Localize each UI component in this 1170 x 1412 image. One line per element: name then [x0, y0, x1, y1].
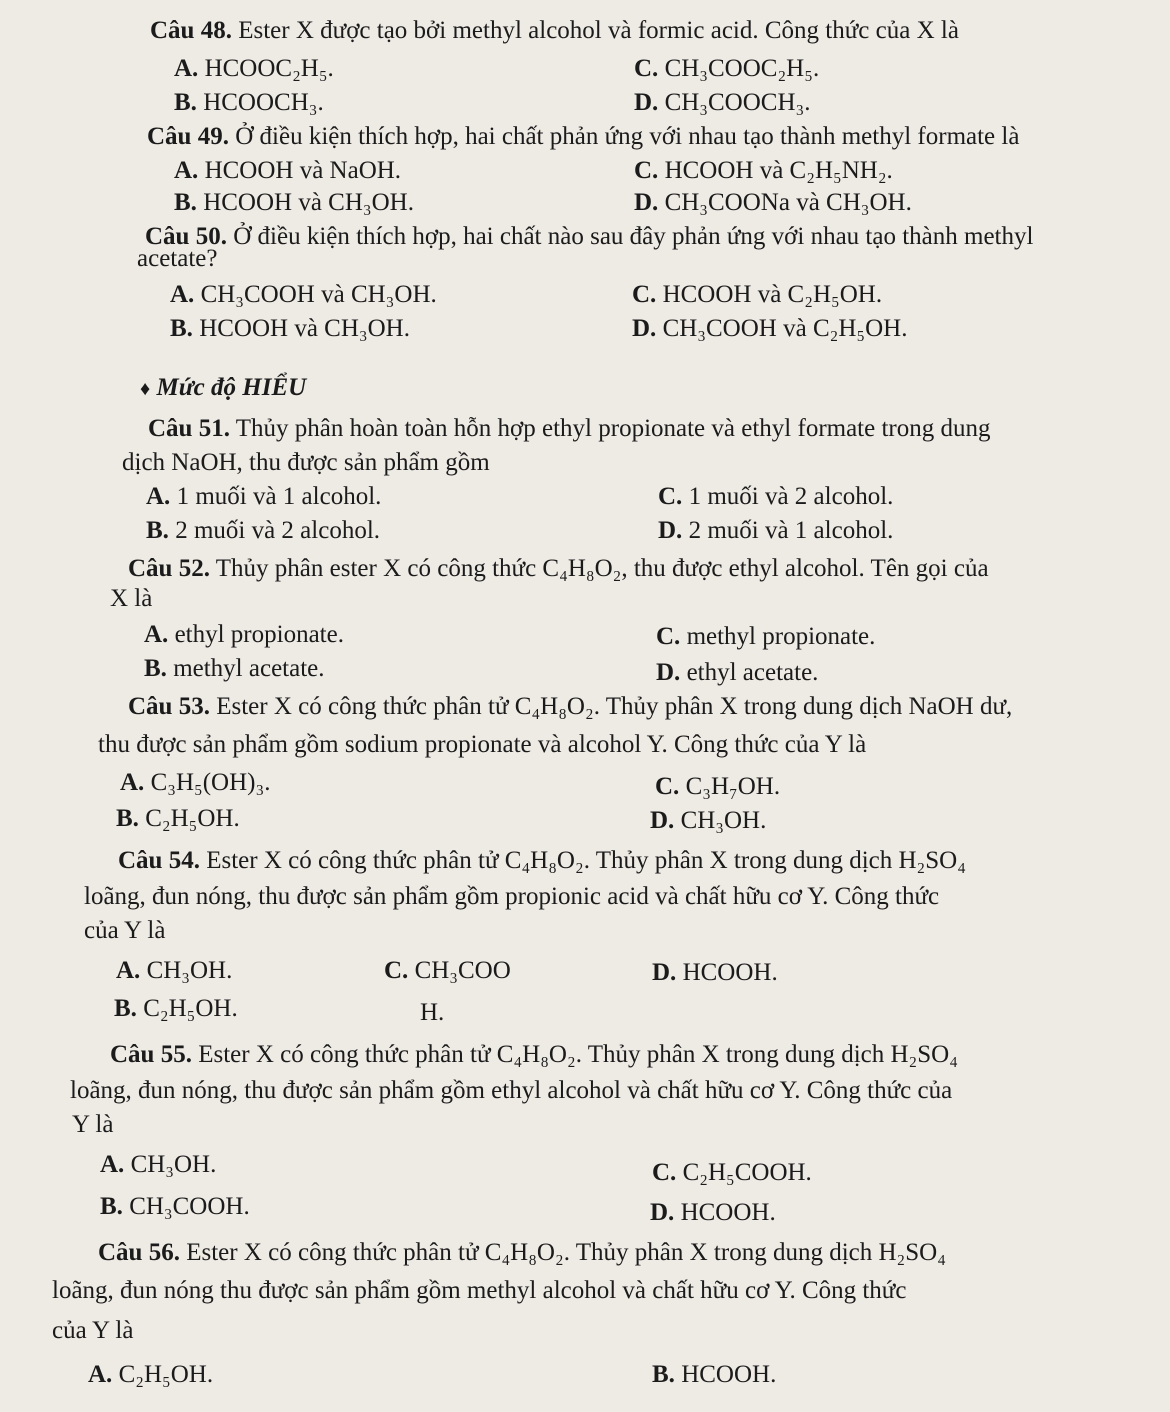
question-number: Câu 54. [118, 847, 200, 874]
option-b [114, 994, 238, 1024]
option-text: C₃H₇OH. [685, 773, 781, 800]
option-a [88, 1360, 213, 1390]
option-text: CH₃COOH và C₂H₅OH. [662, 315, 908, 342]
option-label: A. [100, 1151, 125, 1178]
question-text: Ester X có công thức phân tử C₄H₈O₂. Thủy phân X trong dung dịch H₂SO₄ [198, 1041, 958, 1068]
option-label: B. [146, 517, 169, 544]
option-text: 1 muối và 1 alcohol. [176, 483, 382, 510]
option-text: CH₃COOH và CH₃OH. [200, 281, 437, 308]
question-number: Câu 48. [150, 17, 232, 44]
question-text: Ở điều kiện thích hợp, hai chất phản ứng với nhau tạo thành methyl formate là [235, 123, 1020, 150]
question-text: Ester X có công thức phân tử C₄H₈O₂. Thủy phân X trong dung dịch NaOH dư, [216, 693, 1013, 720]
question-text: Ở điều kiện thích hợp, hai chất nào sau đây phản ứng với nhau tạo thành methyl [233, 223, 1034, 250]
option-text: methyl propionate. [686, 623, 876, 650]
option-b [146, 516, 380, 546]
option-text: CH₃COOCH₃. [664, 89, 811, 116]
option-c-continuation: H. [420, 999, 445, 1026]
question-51-stem-cont: dịch NaOH, thu được sản phẩm gồm [122, 449, 490, 476]
option-a [100, 1150, 216, 1180]
option-text: CH₃COOH. [129, 1193, 250, 1220]
option-label: D. [652, 959, 677, 986]
option-text: HCOOH và CH₃OH. [199, 315, 410, 342]
option-text: C₃H₅(OH)₃. [150, 769, 271, 796]
option-c [634, 156, 893, 186]
question-50-stem-cont: acetate? [137, 245, 218, 272]
option-label: B. [174, 189, 197, 216]
option-label: A. [120, 769, 145, 796]
option-text: HCOOH và C₂H₅OH. [662, 281, 883, 308]
option-label: C. [634, 55, 659, 82]
option-d [656, 658, 818, 688]
option-label: D. [634, 189, 659, 216]
question-55-stem-cont: loãng, đun nóng, thu được sản phẩm gồm ethyl alcohol và chất hữu cơ Y. Công thức của [70, 1077, 953, 1104]
option-d [632, 314, 907, 344]
question-number: Câu 52. [128, 555, 210, 582]
option-c [658, 482, 893, 512]
option-text: CH₃OH. [146, 957, 233, 984]
option-c [634, 54, 819, 84]
option-label: C. [658, 483, 683, 510]
option-text: 1 muối và 2 alcohol. [688, 483, 894, 510]
option-label: C. [632, 281, 657, 308]
question-number: Câu 53. [128, 693, 210, 720]
option-label: A. [146, 483, 171, 510]
option-c [656, 622, 875, 652]
option-text: HCOOC₂H₅. [204, 55, 334, 82]
question-50-stem [145, 222, 1033, 252]
option-label: D. [650, 807, 675, 834]
option-label: A. [170, 281, 195, 308]
option-label: C. [634, 157, 659, 184]
option-text: HCOOH. [680, 1199, 776, 1226]
option-label: C. [656, 623, 681, 650]
option-label: D. [650, 1199, 675, 1226]
option-b [174, 88, 324, 118]
question-53-stem [128, 692, 1012, 722]
option-d [652, 958, 778, 988]
question-49-stem [147, 122, 1019, 152]
option-text: CH₃OH. [680, 807, 767, 834]
question-52-stem [128, 554, 989, 584]
option-label: B. [170, 315, 193, 342]
option-a [170, 280, 437, 310]
option-text: CH₃COO [414, 957, 511, 984]
option-label: D. [634, 89, 659, 116]
option-text: CH₃COOC₂H₅. [664, 55, 820, 82]
option-label: B. [100, 1193, 123, 1220]
option-label: B. [174, 89, 197, 116]
option-a [174, 54, 334, 84]
question-text: Ester X có công thức phân tử C₄H₈O₂. Thủy phân X trong dung dịch H₂SO₄ [186, 1239, 946, 1266]
option-c [652, 1158, 812, 1188]
option-label: B. [114, 995, 137, 1022]
option-b [174, 188, 414, 218]
option-c [384, 956, 511, 986]
option-label: C. [655, 773, 680, 800]
option-text: HCOOH và NaOH. [204, 157, 402, 184]
option-label: A. [88, 1361, 113, 1388]
option-label: B. [116, 805, 139, 832]
option-b [144, 654, 325, 684]
option-text: C₂H₅OH. [145, 805, 240, 832]
option-text: ethyl acetate. [686, 659, 819, 686]
question-text: Ester X được tạo bởi methyl alcohol và formic acid. Công thức của X là [238, 17, 959, 44]
question-55-stem [110, 1040, 958, 1070]
question-number: Câu 55. [110, 1041, 192, 1068]
option-label: B. [652, 1361, 675, 1388]
option-a [116, 956, 232, 986]
option-a [144, 620, 344, 650]
option-text: methyl acetate. [173, 655, 325, 682]
question-text: Ester X có công thức phân tử C₄H₈O₂. Thủy phân X trong dung dịch H₂SO₄ [206, 847, 966, 874]
question-52-stem-cont: X là [110, 585, 153, 612]
option-text: C₂H₅OH. [143, 995, 238, 1022]
option-label: A. [174, 55, 199, 82]
question-number: Câu 49. [147, 123, 229, 150]
question-55-stem-cont2: Y là [72, 1111, 114, 1138]
question-54-stem-cont2: của Y là [84, 917, 166, 944]
question-56-stem-cont2: của Y là [52, 1317, 134, 1344]
option-c [655, 772, 780, 802]
option-text: C₂H₅OH. [118, 1361, 214, 1388]
option-label: A. [144, 621, 169, 648]
option-text: CH₃OH. [130, 1151, 217, 1178]
question-text: Thủy phân ester X có công thức C₄H₈O₂, thu được ethyl alcohol. Tên gọi của [215, 555, 989, 582]
option-b [652, 1360, 776, 1390]
option-b [116, 804, 240, 834]
option-a [174, 156, 401, 186]
option-text: ethyl propionate. [174, 621, 344, 648]
option-label: D. [658, 517, 683, 544]
question-text: Thủy phân hoàn toàn hỗn hợp ethyl propionate và ethyl formate trong dung [235, 415, 991, 442]
option-text: HCOOH. [682, 959, 778, 986]
question-54-stem [118, 846, 966, 876]
section-title: Mức độ HIỂU [156, 374, 307, 401]
option-text: HCOOH và C₂H₅NH₂. [664, 157, 893, 184]
option-b [100, 1192, 250, 1222]
option-text: HCOOH và CH₃OH. [203, 189, 414, 216]
option-b [170, 314, 410, 344]
option-c [632, 280, 882, 310]
question-53-stem-cont: thu được sản phẩm gồm sodium propionate và alcohol Y. Công thức của Y là [98, 731, 867, 758]
diamond-icon: ♦ [140, 378, 151, 400]
question-48-stem [150, 16, 959, 46]
option-a [146, 482, 381, 512]
option-text: C₂H₅COOH. [682, 1159, 812, 1186]
option-d [650, 1198, 776, 1228]
option-d [658, 516, 893, 546]
question-56-stem-cont: loãng, đun nóng thu được sản phẩm gồm methyl alcohol và chất hữu cơ Y. Công thức [52, 1277, 907, 1304]
option-text: 2 muối và 2 alcohol. [175, 517, 381, 544]
option-label: C. [384, 957, 409, 984]
option-d [634, 188, 912, 218]
question-number: Câu 51. [148, 415, 230, 442]
question-number: Câu 50. [145, 223, 227, 250]
option-text: CH₃COONa và CH₃OH. [664, 189, 912, 216]
option-d [650, 806, 766, 836]
option-label: D. [632, 315, 657, 342]
option-label: D. [656, 659, 681, 686]
option-label: B. [144, 655, 167, 682]
section-heading [140, 373, 306, 404]
option-text: HCOOCH₃. [203, 89, 324, 116]
option-label: C. [652, 1159, 677, 1186]
option-a [120, 768, 270, 798]
question-51-stem [148, 414, 991, 444]
option-label: A. [116, 957, 141, 984]
option-label: A. [174, 157, 199, 184]
question-54-stem-cont: loãng, đun nóng, thu được sản phẩm gồm propionic acid và chất hữu cơ Y. Công thức [84, 883, 940, 910]
question-56-stem [98, 1238, 946, 1268]
option-text: 2 muối và 1 alcohol. [688, 517, 894, 544]
question-number: Câu 56. [98, 1239, 180, 1266]
option-d [634, 88, 811, 118]
option-text: HCOOH. [681, 1361, 777, 1388]
